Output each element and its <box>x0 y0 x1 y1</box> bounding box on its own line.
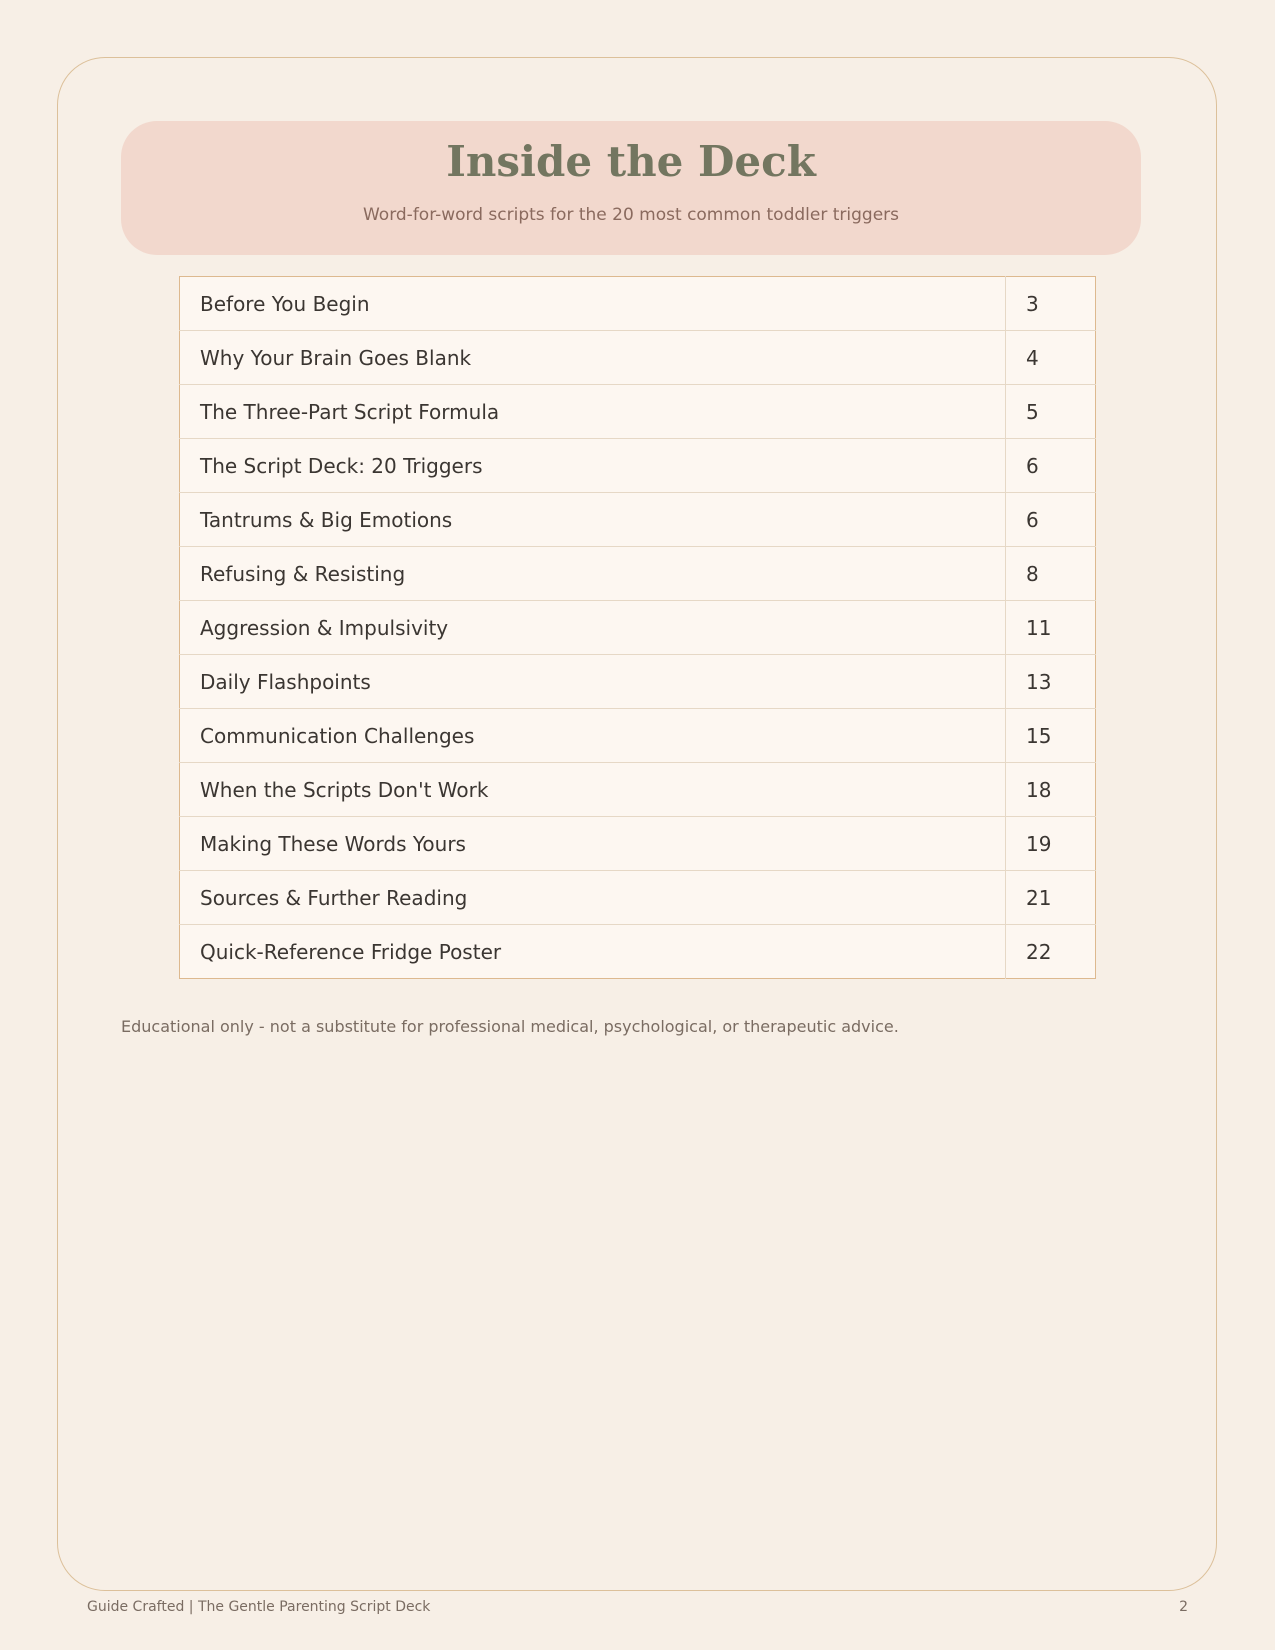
table-row[interactable] <box>180 601 1096 655</box>
toc-entry-title: Sources & Further Reading <box>180 871 1006 925</box>
toc-entry-title: The Three-Part Script Formula <box>180 385 1006 439</box>
toc-entry-title: Tantrums & Big Emotions <box>180 493 1006 547</box>
toc-entry-title: Why Your Brain Goes Blank <box>180 331 1006 385</box>
table-row[interactable] <box>180 763 1096 817</box>
disclaimer-text: Educational only - not a substitute for professional medical, psychological, or therapeutic advice. <box>121 1017 899 1036</box>
toc-entry-title: Before You Begin <box>180 277 1006 331</box>
page-subtitle: Word-for-word scripts for the 20 most common toddler triggers <box>362 205 899 225</box>
toc-entry-page: 4 <box>1006 331 1096 385</box>
table-row[interactable] <box>180 439 1096 493</box>
toc-entry-title: Aggression & Impulsivity <box>180 601 1006 655</box>
toc-entry-title: Refusing & Resisting <box>180 547 1006 601</box>
toc-entry-title: Making These Words Yours <box>180 817 1006 871</box>
toc-entry-page: 19 <box>1006 817 1096 871</box>
table-row[interactable] <box>180 385 1096 439</box>
table-row[interactable] <box>180 493 1096 547</box>
toc-entry-title: When the Scripts Don't Work <box>180 763 1006 817</box>
toc-entry-title: Quick-Reference Fridge Poster <box>200 939 502 964</box>
toc-entry-title: Daily Flashpoints <box>180 655 1006 709</box>
toc-entry-page: 15 <box>1006 709 1096 763</box>
toc-entry-page: 5 <box>1006 385 1096 439</box>
toc-entry-page: 13 <box>1006 655 1096 709</box>
toc-entry-page: 18 <box>1006 763 1096 817</box>
page-title: Inside the Deck <box>446 137 816 186</box>
table-row[interactable] <box>180 331 1096 385</box>
table-row[interactable] <box>180 709 1096 763</box>
toc-entry-page: 3 <box>1006 277 1096 331</box>
table-row[interactable] <box>180 277 1096 331</box>
toc-entry-title: Communication Challenges <box>180 709 1006 763</box>
table-row[interactable] <box>180 817 1096 871</box>
table-of-contents <box>179 276 1096 979</box>
toc-entry-page: 21 <box>1006 871 1096 925</box>
toc-entry-page: 6 <box>1006 493 1096 547</box>
table-row[interactable] <box>180 871 1096 925</box>
page-number: 2 <box>1179 1599 1188 1615</box>
toc-entry-page: 22 <box>1006 925 1096 979</box>
header-banner <box>121 121 1141 255</box>
table-row[interactable] <box>180 655 1096 709</box>
toc-entry-title: The Script Deck: 20 Triggers <box>180 439 1006 493</box>
footer-text: Guide Crafted | The Gentle Parenting Script Deck <box>87 1599 431 1615</box>
toc-entry-page: 6 <box>1006 439 1096 493</box>
table-row[interactable] <box>180 547 1096 601</box>
toc-entry-page: 11 <box>1006 601 1096 655</box>
toc-entry-page: 8 <box>1006 547 1096 601</box>
table-row[interactable] <box>180 925 1096 979</box>
